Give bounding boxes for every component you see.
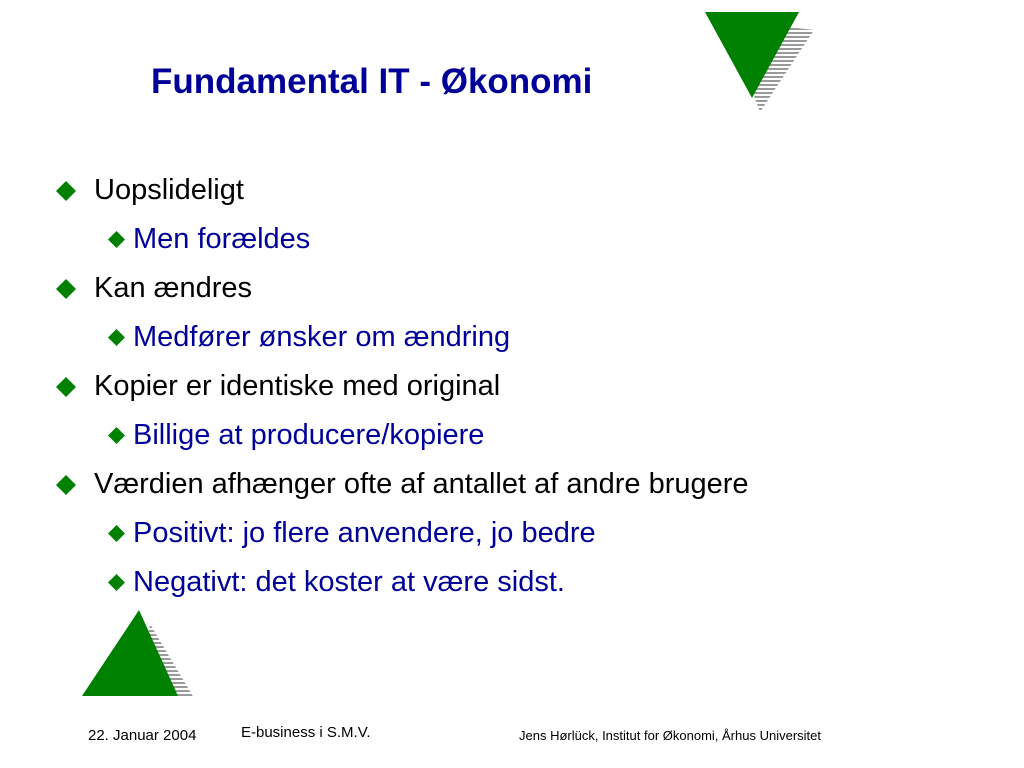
sub-bullet-item <box>108 519 596 548</box>
diamond-bullet-icon <box>108 525 125 542</box>
sub-bullet-text: Medfører ønsker om ændring <box>133 321 511 353</box>
triangle-logo-top <box>700 8 820 114</box>
diamond-bullet-icon <box>108 329 125 346</box>
bullet-item <box>56 372 500 401</box>
bullet-item <box>56 470 749 499</box>
sub-bullet-text: Negativt: det koster at være sidst. <box>133 566 565 598</box>
footer-date: 22. Januar 2004 <box>88 727 197 744</box>
sub-bullet-item <box>108 323 510 352</box>
bullet-text: Uopslideligt <box>94 174 244 206</box>
diamond-bullet-icon <box>108 427 125 444</box>
diamond-bullet-icon <box>108 231 125 248</box>
bullet-text: Kopier er identiske med original <box>94 370 501 402</box>
footer-course-title: E-business i S.M.V. <box>241 724 371 741</box>
diamond-bullet-icon <box>108 574 125 591</box>
diamond-bullet-icon <box>56 377 76 397</box>
sub-bullet-item <box>108 568 565 597</box>
bullet-item <box>56 176 244 205</box>
footer-author: Jens Hørlück, Institut for Økonomi, Århus Universitet <box>519 728 821 743</box>
sub-bullet-text: Positivt: jo flere anvendere, jo bedre <box>133 517 596 549</box>
sub-bullet-item <box>108 421 484 450</box>
bullet-item <box>56 274 252 303</box>
sub-bullet-item <box>108 225 310 254</box>
diamond-bullet-icon <box>56 475 76 495</box>
triangle-logo-bottom <box>78 606 200 702</box>
bullet-text: Værdien afhænger ofte af antallet af andre brugere <box>94 468 749 500</box>
slide-title: Fundamental IT - Økonomi <box>151 62 593 101</box>
sub-bullet-text: Billige at producere/kopiere <box>133 419 485 451</box>
diamond-bullet-icon <box>56 181 76 201</box>
diamond-bullet-icon <box>56 279 76 299</box>
bullet-text: Kan ændres <box>94 272 252 304</box>
sub-bullet-text: Men forældes <box>133 223 311 255</box>
